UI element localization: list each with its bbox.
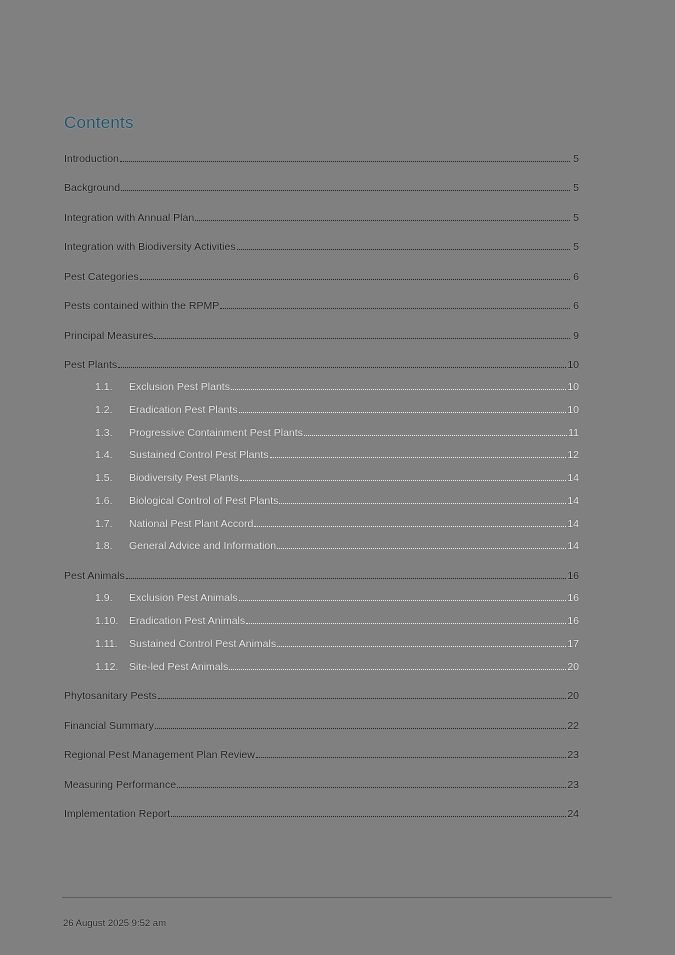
toc-page-number: 12 (567, 449, 579, 461)
toc-page-number: 22 (567, 720, 579, 732)
toc-page-number: 23 (567, 749, 579, 761)
toc-label: Exclusion Pest Plants (129, 381, 230, 393)
toc-page-number: 14 (567, 540, 579, 552)
toc-label: Sustained Control Pest Plants (129, 449, 269, 461)
toc-section-number: 1.7. (95, 518, 113, 530)
toc-leader-dots (277, 547, 566, 549)
toc-page-number: 23 (567, 779, 579, 791)
toc-label: Sustained Control Pest Animals (129, 638, 277, 650)
toc-section-number: 1.9. (95, 592, 113, 604)
toc-leader-dots (118, 366, 566, 368)
toc-page-number: 10 (567, 359, 579, 371)
toc-label: Exclusion Pest Animals (129, 592, 238, 604)
toc-entry-pest-plants[interactable] (64, 355, 579, 371)
toc-entry-sustained-control-pest-animals[interactable] (64, 634, 579, 650)
toc-entry-pest-animals[interactable] (64, 566, 579, 582)
toc-label: Progressive Containment Pest Plants (129, 427, 303, 439)
toc-page-number: 5 (573, 153, 579, 165)
toc-entry-pests-within-rpmp[interactable] (64, 296, 579, 312)
toc-entry-eradication-pest-plants[interactable] (64, 400, 579, 416)
toc-label: National Pest Plant Accord (129, 518, 254, 530)
toc-entry-background[interactable] (64, 178, 579, 194)
toc-page-number: 5 (573, 212, 579, 224)
toc-leader-dots (155, 727, 566, 729)
toc-leader-dots (140, 278, 570, 280)
toc-label: Eradication Pest Animals (129, 615, 246, 627)
toc-leader-dots (240, 479, 567, 481)
toc-label: Integration with Biodiversity Activities (64, 241, 236, 253)
toc-page-number: 5 (573, 241, 579, 253)
toc-label: Regional Pest Management Plan Review (64, 749, 255, 761)
toc-entry-progressive-containment-pest-plants[interactable] (64, 423, 579, 439)
toc-label: Biological Control of Pest Plants (129, 495, 279, 507)
toc-label: Site-led Pest Animals (129, 661, 229, 673)
toc-leader-dots (121, 189, 570, 191)
toc-page-number: 10 (567, 404, 579, 416)
toc-label: Implementation Report (64, 808, 171, 820)
toc-entry-general-advice[interactable] (64, 536, 579, 552)
toc-leader-dots (154, 337, 570, 339)
toc-leader-dots (195, 219, 570, 221)
toc-label: Integration with Annual Plan (64, 212, 195, 224)
footer-divider (62, 897, 612, 898)
toc-entry-pest-categories[interactable] (64, 267, 579, 283)
contents-heading: Contents (64, 113, 134, 132)
toc-leader-dots (237, 248, 570, 250)
toc-leader-dots (220, 307, 570, 309)
toc-section-number: 1.2. (95, 404, 113, 416)
toc-page-number: 11 (568, 427, 579, 439)
toc-label: Pests contained within the RPMP (64, 300, 220, 312)
toc-page-number: 16 (567, 615, 579, 627)
toc-leader-dots (277, 645, 566, 647)
toc-leader-dots (246, 622, 566, 624)
toc-entry-biological-control-pest-plants[interactable] (64, 491, 579, 507)
toc-section-number: 1.11. (95, 638, 118, 650)
toc-label: General Advice and Information (129, 540, 277, 552)
toc-label: Eradication Pest Plants (129, 404, 238, 416)
toc-leader-dots (126, 577, 567, 579)
toc-entry-integration-biodiversity[interactable] (64, 237, 579, 253)
toc-leader-dots (158, 697, 567, 699)
toc-leader-dots (239, 411, 567, 413)
toc-page-number: 20 (567, 690, 579, 702)
toc-entry-rpmp-review[interactable] (64, 745, 579, 761)
toc-page-number: 6 (573, 271, 579, 283)
toc-entry-principal-measures[interactable] (64, 326, 579, 342)
toc-page-number: 14 (567, 472, 579, 484)
toc-leader-dots (171, 815, 566, 817)
toc-entry-eradication-pest-animals[interactable] (64, 611, 579, 627)
toc-leader-dots (256, 756, 566, 758)
toc-leader-dots (231, 388, 566, 390)
toc-page-number: 6 (573, 300, 579, 312)
toc-entry-introduction[interactable] (64, 149, 579, 165)
toc-section-number: 1.6. (95, 495, 113, 507)
toc-label: Biodiversity Pest Plants (129, 472, 239, 484)
toc-label: Introduction (64, 153, 119, 165)
toc-leader-dots (279, 502, 566, 504)
toc-leader-dots (177, 786, 566, 788)
toc-leader-dots (239, 599, 567, 601)
toc-page-number: 20 (567, 661, 579, 673)
toc-page-number: 5 (573, 182, 579, 194)
toc-entry-phytosanitary-pests[interactable] (64, 686, 579, 702)
toc-entry-implementation-report[interactable] (64, 804, 579, 820)
toc-page-number: 9 (573, 330, 579, 342)
toc-entry-biodiversity-pest-plants[interactable] (64, 468, 579, 484)
toc-section-number: 1.5. (95, 472, 113, 484)
toc-entry-site-led-pest-animals[interactable] (64, 657, 579, 673)
toc-page-number: 24 (567, 808, 579, 820)
toc-section-number: 1.1. (95, 381, 113, 393)
toc-section-number: 1.3. (95, 427, 113, 439)
toc-entry-exclusion-pest-animals[interactable] (64, 588, 579, 604)
toc-leader-dots (254, 525, 566, 527)
toc-label: Pest Plants (64, 359, 118, 371)
toc-section-number: 1.8. (95, 540, 113, 552)
toc-leader-dots (304, 434, 567, 436)
toc-leader-dots (120, 160, 570, 162)
toc-page-number: 14 (567, 518, 579, 530)
toc-entry-measuring-performance[interactable] (64, 775, 579, 791)
toc-label: Phytosanitary Pests (64, 690, 157, 702)
toc-section-number: 1.12. (95, 661, 119, 673)
toc-page-number: 14 (567, 495, 579, 507)
toc-label: Pest Animals (64, 570, 125, 582)
toc-leader-dots (229, 668, 566, 670)
toc-section-number: 1.4. (95, 449, 113, 461)
toc-page-number: 17 (567, 638, 579, 650)
toc-page-number: 16 (567, 570, 579, 582)
toc-label: Background (64, 182, 121, 194)
toc-label: Principal Measures (64, 330, 154, 342)
toc-entry-exclusion-pest-plants[interactable] (64, 377, 579, 393)
toc-page-number: 10 (567, 381, 579, 393)
toc-section-number: 1.10. (95, 615, 119, 627)
toc-entry-national-pest-plant-accord[interactable] (64, 514, 579, 530)
toc-label: Financial Summary (64, 720, 154, 732)
toc-label: Measuring Performance (64, 779, 177, 791)
toc-leader-dots (270, 456, 567, 458)
toc-entry-financial-summary[interactable] (64, 716, 579, 732)
toc-page-number: 16 (567, 592, 579, 604)
toc-label: Pest Categories (64, 271, 139, 283)
toc-entry-integration-annual-plan[interactable] (64, 208, 579, 224)
toc-entry-sustained-control-pest-plants[interactable] (64, 445, 579, 461)
footer-date: 26 August 2025 9:52 am (63, 918, 166, 929)
